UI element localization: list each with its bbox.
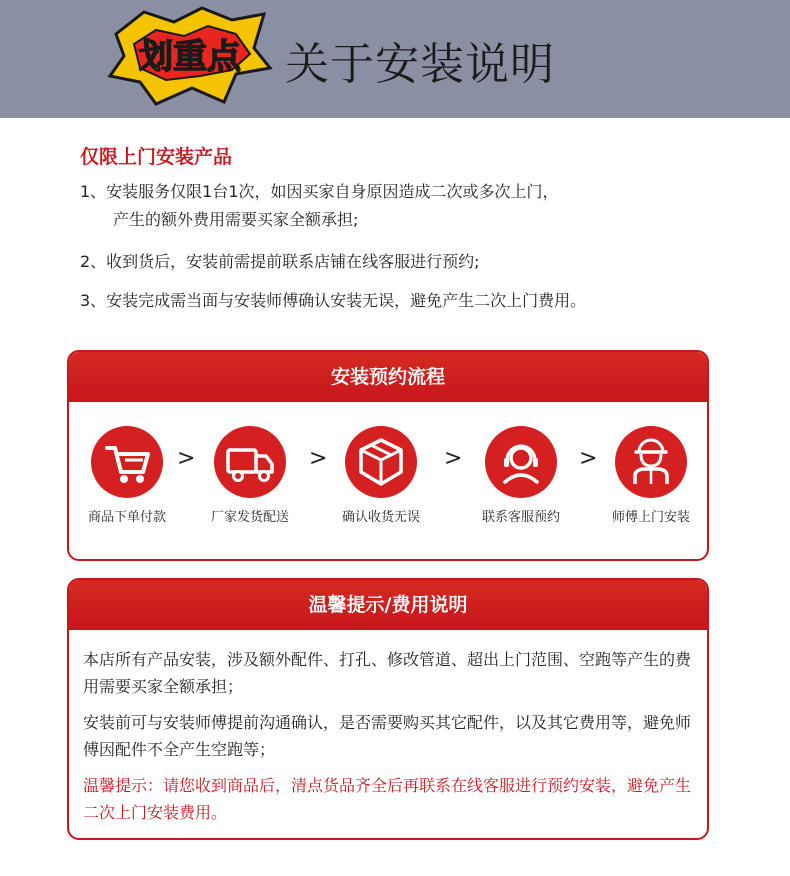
installer-worker-icon	[615, 426, 687, 498]
rule-item	[80, 248, 480, 276]
tips-paragraph: 安装前可与安装师傅提前沟通确认，是否需要购买其它配件，以及其它费用等，避免师傅因配件不全产生空跑等；	[83, 713, 692, 759]
step-circle	[345, 426, 417, 498]
step-circle	[485, 426, 557, 498]
tips-paragraph: 本店所有产品安装，涉及额外配件、打孔、修改管道、超出上门范围、空跑等产生的费用需要买家全额承担；	[83, 650, 692, 696]
arrow-icon: >	[444, 446, 463, 471]
rule-line: 1、安装服务仅限1台1次，如因买家自身原因造成二次或多次上门，	[80, 182, 559, 201]
rule-item	[80, 178, 559, 234]
step-label: 师傅上门安装	[611, 510, 690, 525]
arrow-icon: >	[177, 446, 196, 471]
arrow-icon: >	[579, 446, 598, 471]
process-box	[67, 350, 709, 561]
step-circle	[615, 426, 687, 498]
step-label: 厂家发货配送	[210, 510, 289, 525]
arrow-icon: >	[309, 446, 328, 471]
rule-line: 3、安装完成需当面与安装师傅确认安装无误，避免产生二次上门费用。	[80, 291, 587, 310]
step-label: 联系客服预约	[481, 510, 560, 525]
delivery-truck-icon	[214, 426, 286, 498]
rule-line: 产生的额外费用需要买家全额承担;	[113, 210, 359, 229]
step-circle	[214, 426, 286, 498]
tips-title: 温馨提示/费用说明	[69, 580, 707, 630]
tips-box	[67, 578, 709, 840]
step-label: 确认收货无误	[341, 510, 420, 525]
process-title: 安装预约流程	[69, 352, 707, 402]
page-title: 关于安装说明	[285, 39, 555, 90]
page-header	[0, 0, 790, 118]
package-box-icon	[345, 426, 417, 498]
rule-line: 2、收到货后，安装前需提前联系店铺在线客服进行预约;	[80, 252, 480, 271]
customer-service-icon	[485, 426, 557, 498]
section-title: 仅限上门安装产品	[80, 146, 233, 168]
tips-warning: 温馨提示：请您收到商品后，清点货品齐全后再联系在线客服进行预约安装，避免产生二次上门安装费用。	[83, 776, 692, 822]
rule-item	[80, 287, 586, 315]
step-label: 商品下单付款	[87, 510, 166, 525]
badge-text: 划重点	[139, 37, 241, 77]
shopping-cart-icon	[91, 426, 163, 498]
highlight-badge-icon	[104, 4, 274, 110]
step-circle	[91, 426, 163, 498]
